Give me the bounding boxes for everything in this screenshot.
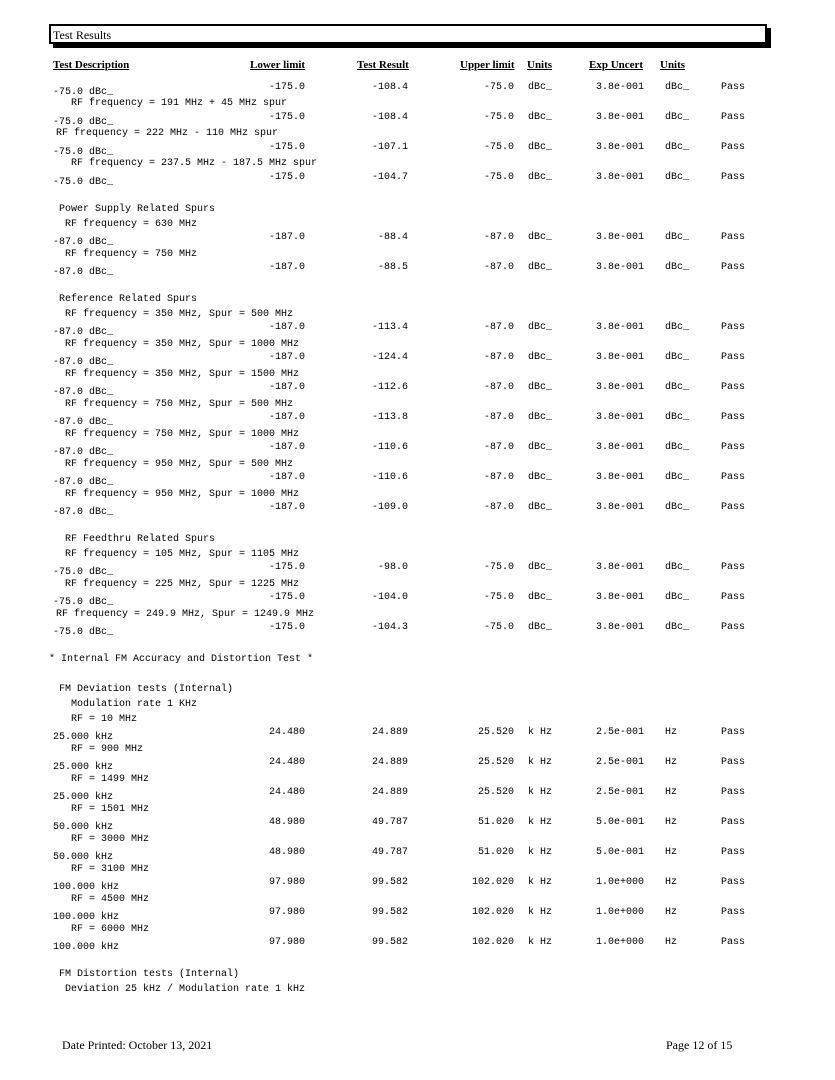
cell-test-result: 49.787: [371, 847, 408, 858]
cell-status: Pass: [721, 412, 746, 423]
cell-units: dBc_: [528, 412, 553, 423]
cell-lower-limit: 48.980: [268, 847, 305, 858]
cell-test-result: 24.889: [371, 787, 408, 798]
cell-units-2: Hz: [665, 727, 678, 738]
cell-description: -75.0 dBc_: [53, 567, 114, 578]
cell-test-result: -112.6: [371, 382, 408, 393]
cell-description: 100.000 kHz: [53, 942, 120, 953]
cell-test-result: -88.5: [377, 262, 408, 273]
cell-units-2: dBc_: [665, 352, 690, 363]
cell-status: Pass: [721, 622, 746, 633]
cell-test-result: -104.7: [371, 172, 408, 183]
cell-lower-limit: -187.0: [268, 412, 305, 423]
cell-lower-limit: -175.0: [268, 112, 305, 123]
cell-units: k Hz: [528, 937, 553, 948]
cell-test-result: 99.582: [371, 907, 408, 918]
cell-test-result: -110.6: [371, 472, 408, 483]
section-label: RF frequency = 350 MHz, Spur = 1000 MHz: [53, 339, 300, 350]
cell-upper-limit: 25.520: [477, 757, 514, 768]
cell-upper-limit: -75.0: [483, 172, 514, 183]
cell-description: -87.0 dBc_: [53, 237, 114, 248]
cell-test-result: -88.4: [377, 232, 408, 243]
cell-units: dBc_: [528, 592, 553, 603]
cell-lower-limit: -175.0: [268, 142, 305, 153]
cell-lower-limit: -175.0: [268, 172, 305, 183]
cell-test-result: -98.0: [377, 562, 408, 573]
cell-test-result: -113.4: [371, 322, 408, 333]
section-label: RF frequency = 950 MHz, Spur = 500 MHz: [53, 459, 294, 470]
cell-upper-limit: 51.020: [477, 847, 514, 858]
cell-exp-uncert: 1.0e+000: [596, 877, 645, 888]
header-units-2: Units: [660, 59, 686, 71]
cell-description: -87.0 dBc_: [53, 447, 114, 458]
page-number: Page 12 of 15: [666, 1038, 733, 1052]
cell-exp-uncert: 2.5e-001: [596, 787, 645, 798]
section-label: RF frequency = 249.9 MHz, Spur = 1249.9 MHz: [56, 609, 315, 620]
cell-test-result: -107.1: [371, 142, 408, 153]
page-title: Test Results: [53, 28, 112, 42]
cell-test-result: -113.8: [371, 412, 408, 423]
header-exp-uncert: Exp Uncert: [589, 59, 644, 71]
cell-exp-uncert: 3.8e-001: [596, 232, 645, 243]
cell-upper-limit: -75.0: [483, 592, 514, 603]
cell-status: Pass: [721, 757, 746, 768]
cell-units-2: Hz: [665, 907, 678, 918]
cell-description: -75.0 dBc_: [53, 147, 114, 158]
section-label: RF frequency = 630 MHz: [53, 219, 198, 230]
section-label: Reference Related Spurs: [53, 294, 198, 305]
cell-units-2: Hz: [665, 817, 678, 828]
cell-units: k Hz: [528, 877, 553, 888]
cell-exp-uncert: 1.0e+000: [596, 937, 645, 948]
section-label: RF = 1499 MHz: [53, 774, 150, 785]
cell-status: Pass: [721, 382, 746, 393]
cell-lower-limit: 97.980: [268, 937, 305, 948]
cell-units-2: Hz: [665, 877, 678, 888]
cell-exp-uncert: 3.8e-001: [596, 502, 645, 513]
cell-units: k Hz: [528, 817, 553, 828]
cell-exp-uncert: 2.5e-001: [596, 757, 645, 768]
cell-units: dBc_: [528, 622, 553, 633]
cell-exp-uncert: 3.8e-001: [596, 562, 645, 573]
section-label: RF frequency = 350 MHz, Spur = 1500 MHz: [53, 369, 300, 380]
cell-lower-limit: 97.980: [268, 877, 305, 888]
cell-lower-limit: 24.480: [268, 727, 305, 738]
cell-lower-limit: 24.480: [268, 757, 305, 768]
cell-units-2: dBc_: [665, 622, 690, 633]
cell-lower-limit: -175.0: [268, 562, 305, 573]
cell-test-result: -104.3: [371, 622, 408, 633]
cell-exp-uncert: 3.8e-001: [596, 112, 645, 123]
cell-status: Pass: [721, 262, 746, 273]
cell-units-2: dBc_: [665, 112, 690, 123]
cell-status: Pass: [721, 232, 746, 243]
cell-upper-limit: -87.0: [483, 502, 514, 513]
cell-test-result: -110.6: [371, 442, 408, 453]
header-upper-limit: Upper limit: [460, 59, 515, 71]
cell-description: 50.000 kHz: [53, 852, 114, 863]
cell-lower-limit: -187.0: [268, 382, 305, 393]
cell-units-2: Hz: [665, 757, 678, 768]
section-label: RF = 3000 MHz: [53, 834, 150, 845]
cell-exp-uncert: 2.5e-001: [596, 727, 645, 738]
cell-lower-limit: -187.0: [268, 232, 305, 243]
cell-description: -87.0 dBc_: [53, 267, 114, 278]
cell-lower-limit: -187.0: [268, 502, 305, 513]
cell-description: -87.0 dBc_: [53, 357, 114, 368]
cell-description: -75.0 dBc_: [53, 87, 114, 98]
cell-exp-uncert: 3.8e-001: [596, 382, 645, 393]
cell-test-result: -104.0: [371, 592, 408, 603]
cell-description: 50.000 kHz: [53, 822, 114, 833]
cell-description: -87.0 dBc_: [53, 387, 114, 398]
cell-upper-limit: 25.520: [477, 787, 514, 798]
cell-exp-uncert: 3.8e-001: [596, 142, 645, 153]
cell-status: Pass: [721, 442, 746, 453]
cell-lower-limit: -187.0: [268, 262, 305, 273]
cell-upper-limit: -87.0: [483, 382, 514, 393]
cell-upper-limit: -75.0: [483, 82, 514, 93]
cell-lower-limit: -175.0: [268, 592, 305, 603]
cell-description: 25.000 kHz: [53, 792, 114, 803]
cell-units: dBc_: [528, 502, 553, 513]
cell-upper-limit: 51.020: [477, 817, 514, 828]
cell-status: Pass: [721, 142, 746, 153]
section-label: RF frequency = 222 MHz - 110 MHz spur: [56, 128, 279, 139]
cell-lower-limit: 24.480: [268, 787, 305, 798]
cell-exp-uncert: 3.8e-001: [596, 412, 645, 423]
cell-status: Pass: [721, 502, 746, 513]
cell-exp-uncert: 3.8e-001: [596, 472, 645, 483]
section-label: FM Deviation tests (Internal): [53, 684, 234, 695]
cell-status: Pass: [721, 172, 746, 183]
cell-description: -87.0 dBc_: [53, 327, 114, 338]
cell-description: 25.000 kHz: [53, 732, 114, 743]
cell-upper-limit: 25.520: [477, 727, 514, 738]
cell-units-2: dBc_: [665, 322, 690, 333]
cell-upper-limit: -75.0: [483, 142, 514, 153]
cell-exp-uncert: 5.0e-001: [596, 847, 645, 858]
section-label: RF = 10 MHz: [53, 714, 138, 725]
section-label: RF = 3100 MHz: [53, 864, 150, 875]
cell-status: Pass: [721, 907, 746, 918]
cell-test-result: 24.889: [371, 727, 408, 738]
cell-units: dBc_: [528, 442, 553, 453]
section-label: RF = 1501 MHz: [53, 804, 150, 815]
cell-units: k Hz: [528, 787, 553, 798]
header-units: Units: [527, 59, 553, 71]
cell-description: -75.0 dBc_: [53, 627, 114, 638]
cell-status: Pass: [721, 787, 746, 798]
cell-test-result: 24.889: [371, 757, 408, 768]
cell-units: k Hz: [528, 757, 553, 768]
cell-test-result: -108.4: [371, 112, 408, 123]
cell-upper-limit: -87.0: [483, 262, 514, 273]
cell-units-2: dBc_: [665, 592, 690, 603]
cell-units: dBc_: [528, 382, 553, 393]
section-label: FM Distortion tests (Internal): [53, 969, 240, 980]
cell-description: -75.0 dBc_: [53, 117, 114, 128]
cell-test-result: 49.787: [371, 817, 408, 828]
cell-units: dBc_: [528, 232, 553, 243]
section-label: RF frequency = 750 MHz, Spur = 1000 MHz: [53, 429, 300, 440]
cell-status: Pass: [721, 592, 746, 603]
cell-test-result: -108.4: [371, 82, 408, 93]
cell-units: dBc_: [528, 562, 553, 573]
section-label: RF Feedthru Related Spurs: [53, 534, 216, 545]
cell-status: Pass: [721, 322, 746, 333]
cell-exp-uncert: 3.8e-001: [596, 322, 645, 333]
cell-units-2: Hz: [665, 937, 678, 948]
header-lower-limit: Lower limit: [250, 59, 306, 71]
cell-exp-uncert: 3.8e-001: [596, 352, 645, 363]
cell-units: dBc_: [528, 172, 553, 183]
cell-status: Pass: [721, 352, 746, 363]
cell-description: -87.0 dBc_: [53, 417, 114, 428]
section-label: RF frequency = 105 MHz, Spur = 1105 MHz: [53, 549, 300, 560]
cell-test-result: -109.0: [371, 502, 408, 513]
section-label: RF frequency = 191 MHz + 45 MHz spur: [53, 98, 288, 109]
cell-upper-limit: 102.020: [471, 877, 514, 888]
cell-upper-limit: -87.0: [483, 472, 514, 483]
section-label: Deviation 25 kHz / Modulation rate 1 kHz: [53, 984, 306, 995]
cell-upper-limit: -75.0: [483, 112, 514, 123]
cell-description: -75.0 dBc_: [53, 597, 114, 608]
cell-units-2: Hz: [665, 847, 678, 858]
cell-status: Pass: [721, 847, 746, 858]
date-printed: Date Printed: October 13, 2021: [62, 1038, 213, 1052]
section-label: RF frequency = 225 MHz, Spur = 1225 MHz: [53, 579, 300, 590]
cell-units: dBc_: [528, 142, 553, 153]
cell-upper-limit: -87.0: [483, 442, 514, 453]
cell-test-result: -124.4: [371, 352, 408, 363]
cell-exp-uncert: 3.8e-001: [596, 622, 645, 633]
cell-exp-uncert: 5.0e-001: [596, 817, 645, 828]
section-label: RF frequency = 750 MHz: [53, 249, 198, 260]
section-label: RF frequency = 350 MHz, Spur = 500 MHz: [53, 309, 294, 320]
cell-status: Pass: [721, 472, 746, 483]
section-label: RF = 6000 MHz: [53, 924, 150, 935]
cell-exp-uncert: 3.8e-001: [596, 592, 645, 603]
cell-units-2: dBc_: [665, 142, 690, 153]
cell-lower-limit: -187.0: [268, 352, 305, 363]
cell-units: dBc_: [528, 112, 553, 123]
cell-units: dBc_: [528, 82, 553, 93]
cell-status: Pass: [721, 562, 746, 573]
cell-upper-limit: -87.0: [483, 322, 514, 333]
cell-upper-limit: -87.0: [483, 412, 514, 423]
cell-lower-limit: -175.0: [268, 82, 305, 93]
cell-exp-uncert: 3.8e-001: [596, 442, 645, 453]
cell-units-2: dBc_: [665, 472, 690, 483]
cell-description: -75.0 dBc_: [53, 177, 114, 188]
cell-exp-uncert: 3.8e-001: [596, 82, 645, 93]
cell-exp-uncert: 3.8e-001: [596, 172, 645, 183]
header-test-description: Test Description: [53, 59, 130, 71]
cell-exp-uncert: 1.0e+000: [596, 907, 645, 918]
section-label: RF frequency = 950 MHz, Spur = 1000 MHz: [53, 489, 300, 500]
cell-units-2: dBc_: [665, 502, 690, 513]
cell-units: dBc_: [528, 322, 553, 333]
cell-lower-limit: -187.0: [268, 472, 305, 483]
cell-units: dBc_: [528, 262, 553, 273]
section-label: Power Supply Related Spurs: [53, 204, 216, 215]
cell-units: dBc_: [528, 352, 553, 363]
cell-status: Pass: [721, 937, 746, 948]
cell-units-2: dBc_: [665, 82, 690, 93]
header-test-result: Test Result: [357, 59, 409, 71]
cell-exp-uncert: 3.8e-001: [596, 262, 645, 273]
cell-upper-limit: -75.0: [483, 622, 514, 633]
cell-units-2: Hz: [665, 787, 678, 798]
cell-upper-limit: -87.0: [483, 232, 514, 243]
cell-units-2: dBc_: [665, 172, 690, 183]
section-label: * Internal FM Accuracy and Distortion Test *: [49, 654, 314, 665]
cell-units: k Hz: [528, 847, 553, 858]
cell-units-2: dBc_: [665, 562, 690, 573]
section-label: Modulation rate 1 KHz: [53, 699, 198, 710]
cell-upper-limit: -75.0: [483, 562, 514, 573]
cell-test-result: 99.582: [371, 877, 408, 888]
cell-units: k Hz: [528, 727, 553, 738]
cell-units-2: dBc_: [665, 412, 690, 423]
cell-status: Pass: [721, 877, 746, 888]
cell-status: Pass: [721, 112, 746, 123]
cell-lower-limit: -175.0: [268, 622, 305, 633]
cell-upper-limit: -87.0: [483, 352, 514, 363]
cell-units-2: dBc_: [665, 262, 690, 273]
cell-description: -87.0 dBc_: [53, 507, 114, 518]
title-box: [49, 24, 767, 44]
section-label: RF frequency = 237.5 MHz - 187.5 MHz spur: [53, 158, 318, 169]
section-label: RF frequency = 750 MHz, Spur = 500 MHz: [53, 399, 294, 410]
cell-units: k Hz: [528, 907, 553, 918]
cell-units-2: dBc_: [665, 442, 690, 453]
cell-test-result: 99.582: [371, 937, 408, 948]
cell-upper-limit: 102.020: [471, 907, 514, 918]
cell-status: Pass: [721, 817, 746, 828]
cell-status: Pass: [721, 82, 746, 93]
cell-status: Pass: [721, 727, 746, 738]
cell-description: 100.000 kHz: [53, 912, 120, 923]
cell-units: dBc_: [528, 472, 553, 483]
cell-description: 100.000 kHz: [53, 882, 120, 893]
cell-lower-limit: 48.980: [268, 817, 305, 828]
cell-lower-limit: -187.0: [268, 322, 305, 333]
cell-upper-limit: 102.020: [471, 937, 514, 948]
section-label: RF = 900 MHz: [53, 744, 144, 755]
cell-units-2: dBc_: [665, 232, 690, 243]
cell-description: 25.000 kHz: [53, 762, 114, 773]
cell-lower-limit: -187.0: [268, 442, 305, 453]
section-label: RF = 4500 MHz: [53, 894, 150, 905]
cell-units-2: dBc_: [665, 382, 690, 393]
cell-description: -87.0 dBc_: [53, 477, 114, 488]
cell-lower-limit: 97.980: [268, 907, 305, 918]
